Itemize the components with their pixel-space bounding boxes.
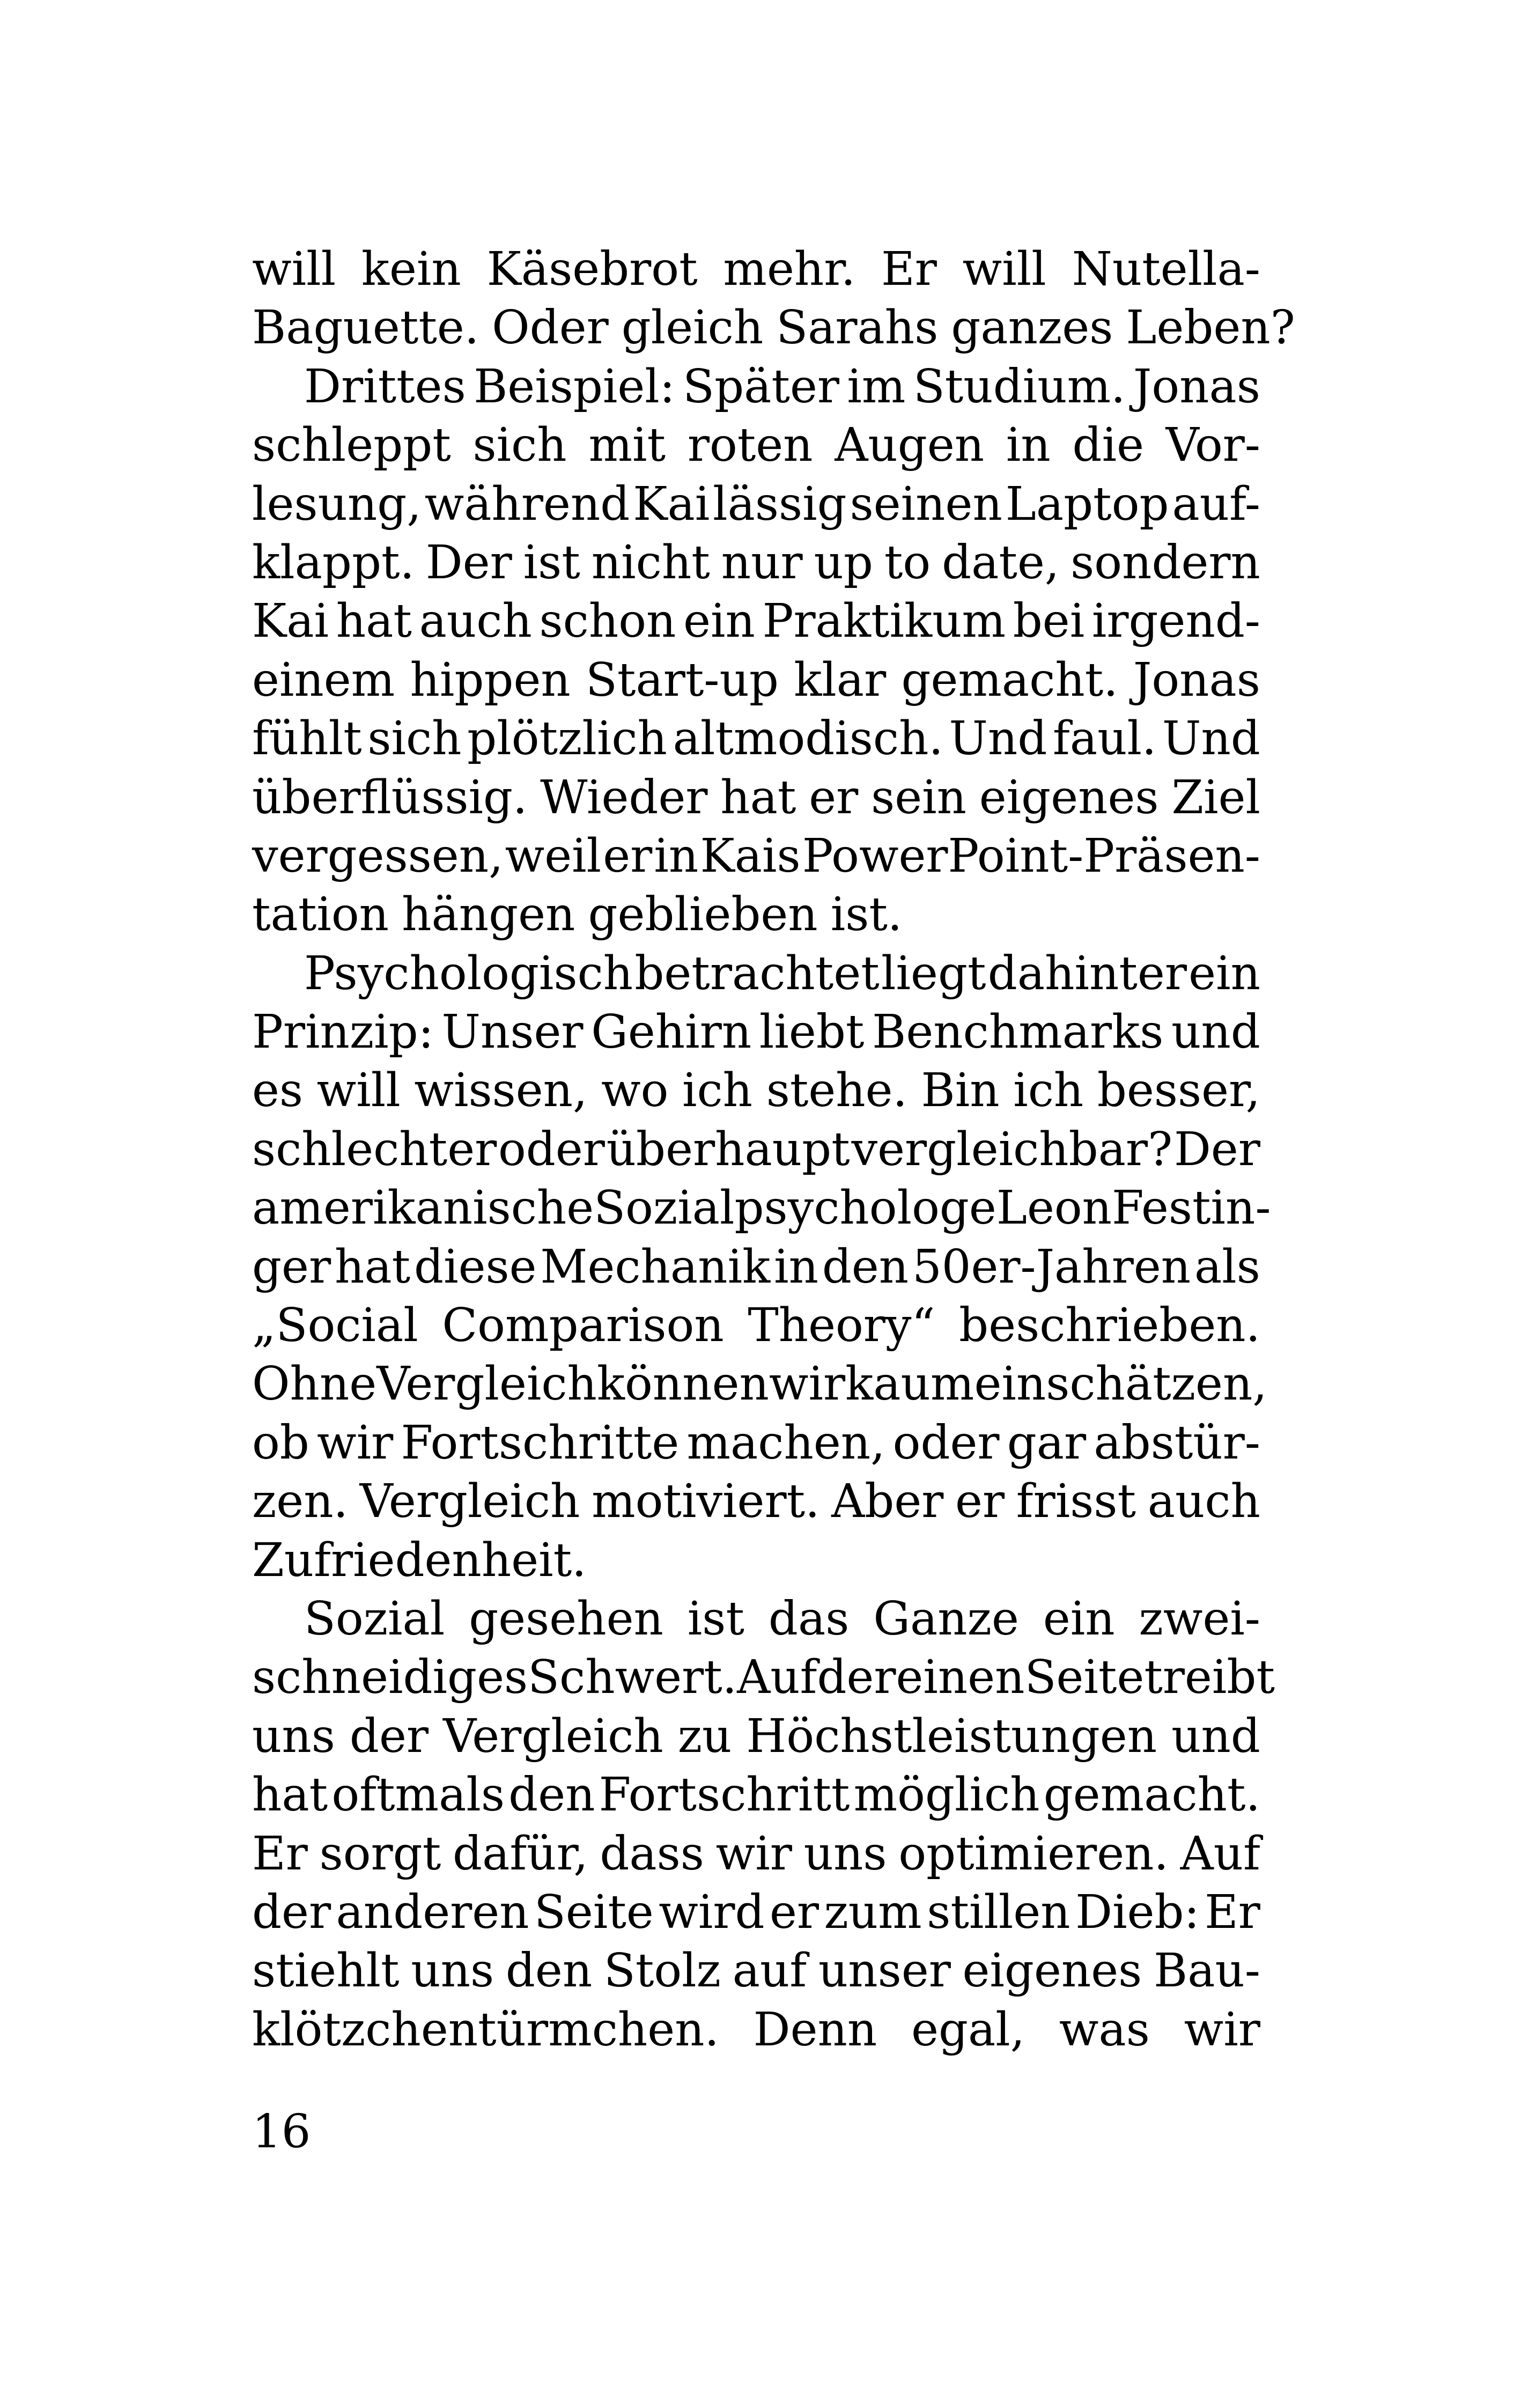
word: egal,	[911, 2002, 1025, 2057]
word: ich	[682, 1064, 753, 1118]
text-line	[252, 1531, 1260, 1590]
word: auch	[419, 594, 532, 649]
word: fühlt	[252, 712, 362, 766]
word: möglich	[853, 1768, 1040, 1822]
word: hängen	[402, 888, 575, 942]
word: vergleichbar?	[851, 1122, 1173, 1176]
word: kaum	[845, 1357, 974, 1411]
word: wir	[1184, 2002, 1260, 2057]
word: er	[809, 770, 859, 824]
word: klötzchentürmchen.	[252, 2002, 719, 2057]
word: oder	[892, 1416, 1000, 1470]
word: der	[349, 1709, 429, 1763]
word: ein	[1043, 1592, 1115, 1646]
word: faul.	[1053, 712, 1157, 766]
text-line	[252, 1121, 1260, 1179]
word: Kai	[252, 594, 329, 649]
word: Studium.	[913, 359, 1126, 414]
page-number: 16	[252, 2105, 311, 2159]
word: sondern	[1070, 535, 1260, 590]
word: Dieb:	[1075, 1885, 1200, 1939]
word: Und	[949, 712, 1047, 766]
word: hat	[334, 1240, 411, 1294]
word: ganzes	[951, 301, 1113, 355]
text-line	[252, 769, 1260, 827]
word: der	[252, 1885, 331, 1939]
word: unser	[818, 1944, 951, 1998]
word: Leon	[996, 1181, 1112, 1235]
word: beschrieben.	[959, 1299, 1260, 1353]
word: seinen	[850, 477, 1002, 531]
word: Er	[1205, 1885, 1260, 1939]
word: können	[596, 1357, 769, 1411]
word: Aber	[831, 1475, 944, 1529]
text-line	[252, 1590, 1260, 1648]
word: Ziel	[1171, 770, 1260, 824]
word: vergessen,	[252, 829, 504, 883]
text-line	[252, 534, 1260, 592]
word: 50er-Jahren	[912, 1240, 1191, 1294]
word: uns	[803, 1827, 887, 1881]
word: dass	[600, 1827, 704, 1881]
word: das	[768, 1592, 850, 1646]
word: Baguette.	[252, 301, 479, 355]
word: liegt	[881, 946, 986, 1000]
word: irgend-	[1091, 594, 1260, 649]
word: Leben?	[1126, 301, 1295, 355]
word: plötzlich	[467, 712, 667, 766]
word: besser,	[1097, 1064, 1260, 1118]
word: Start-up	[586, 653, 779, 707]
word: zum	[824, 1885, 922, 1939]
word: Seite	[534, 1885, 654, 1939]
word: Ganze	[873, 1592, 1019, 1646]
word: stehe.	[766, 1064, 907, 1118]
word: nicht	[591, 535, 710, 590]
word: amerikanische	[252, 1181, 594, 1235]
word: während	[424, 477, 630, 531]
word: sich	[472, 418, 567, 473]
text-line	[252, 475, 1260, 534]
word: ist	[523, 535, 580, 590]
word: geblieben	[588, 888, 818, 942]
text-line	[252, 651, 1260, 710]
word: Der	[425, 535, 512, 590]
text-line	[252, 358, 1260, 416]
word: Vergleich	[359, 1475, 580, 1529]
word: Später	[683, 359, 839, 414]
word: lässig	[713, 477, 847, 531]
word: Kais	[700, 829, 801, 883]
word: Und	[1162, 712, 1260, 766]
word: Psychologisch	[304, 946, 633, 1000]
text-line	[252, 827, 1260, 886]
text-line	[252, 1472, 1260, 1531]
word: Prinzip:	[252, 1005, 434, 1059]
text-line	[252, 1883, 1260, 1942]
word: wo	[601, 1064, 669, 1118]
word: und	[1171, 1005, 1260, 1059]
word: oder	[498, 1122, 605, 1176]
word: Zufriedenheit.	[252, 1533, 587, 1587]
word: hat	[720, 770, 796, 824]
word: gesehen	[469, 1592, 663, 1646]
word: und	[1171, 1709, 1260, 1763]
word: Sozial	[304, 1592, 445, 1646]
word: Vor-	[1165, 418, 1260, 473]
text-line	[252, 945, 1260, 1003]
word: Oder	[492, 301, 609, 355]
word: Er	[881, 242, 937, 296]
word: auch	[1147, 1475, 1260, 1529]
word: ein	[1188, 946, 1260, 1000]
word: roten	[687, 418, 813, 473]
word: Fortschritte	[401, 1416, 680, 1470]
word: Wieder	[540, 770, 708, 824]
text-line	[252, 1942, 1260, 2000]
word: zu	[677, 1709, 732, 1763]
word: auf-	[1172, 477, 1260, 531]
word: Jonas	[1133, 653, 1260, 707]
word: Augen	[835, 418, 985, 473]
text-line	[252, 1766, 1260, 1824]
text-line	[252, 1297, 1260, 1355]
word: schneidiges	[252, 1651, 528, 1705]
word: sorgt	[319, 1827, 441, 1881]
text-line	[252, 710, 1260, 768]
word: will	[962, 242, 1046, 296]
word: treibt	[1144, 1651, 1275, 1705]
word: wir	[317, 1416, 394, 1470]
word: Denn	[753, 2002, 877, 2057]
word: Auf	[737, 1651, 817, 1705]
word: Mechanik	[540, 1240, 771, 1294]
body-text	[252, 240, 1295, 2059]
word: Comparison	[442, 1299, 724, 1353]
text-line	[252, 1414, 1260, 1472]
word: will	[252, 242, 336, 296]
word: Der	[1173, 1122, 1260, 1176]
word: überflüssig.	[252, 770, 528, 824]
word: ein	[683, 594, 755, 649]
text-line	[252, 1825, 1260, 1883]
word: in	[654, 829, 699, 883]
word: Bau-	[1154, 1944, 1260, 1998]
text-line	[252, 1648, 1275, 1707]
word: gar	[1007, 1416, 1087, 1470]
word: betrachtet	[634, 946, 880, 1000]
word: Benchmarks	[872, 1005, 1164, 1059]
word: dahinter	[987, 946, 1187, 1000]
word: mit	[588, 418, 666, 473]
word: machen,	[686, 1416, 885, 1470]
word: hat	[252, 1768, 328, 1822]
text-line	[252, 1062, 1260, 1120]
word: Unser	[441, 1005, 584, 1059]
text-line	[252, 1003, 1260, 1062]
word: sich	[367, 712, 462, 766]
word: den	[822, 1240, 909, 1294]
text-line	[252, 886, 1260, 944]
word: up	[814, 535, 873, 590]
word: Schwert.	[528, 1651, 737, 1705]
word: ist	[687, 1592, 744, 1646]
word: Sarahs	[776, 301, 939, 355]
word: in	[1006, 418, 1051, 473]
word: weil	[505, 829, 602, 883]
word: Bin	[921, 1064, 1000, 1118]
word: Praktikum	[762, 594, 1006, 649]
word: wir	[769, 1357, 846, 1411]
word: hippen	[410, 653, 571, 707]
word: oftmals	[331, 1768, 505, 1822]
word: eigenes	[979, 770, 1159, 824]
word: „Social	[252, 1299, 418, 1353]
word: altmodisch.	[673, 712, 943, 766]
word: er	[603, 829, 653, 883]
word: to	[884, 535, 931, 590]
word: gleich	[621, 301, 764, 355]
word: er	[955, 1475, 1005, 1529]
word: einschätzen,	[974, 1357, 1267, 1411]
word: Vergleich	[442, 1709, 663, 1763]
word: was	[1059, 2002, 1150, 2057]
word: ger	[252, 1240, 331, 1294]
word: diese	[414, 1240, 537, 1294]
word: sein	[871, 770, 966, 824]
word: uns	[411, 1944, 494, 1998]
word: den	[508, 1768, 595, 1822]
word: Auf	[1180, 1827, 1260, 1881]
word: abstür-	[1094, 1416, 1260, 1470]
word: zen.	[252, 1475, 348, 1529]
word: einen	[896, 1651, 1025, 1705]
word: Festin-	[1112, 1181, 1271, 1235]
word: nur	[721, 535, 803, 590]
word: auf	[732, 1944, 807, 1998]
word: wird	[659, 1885, 765, 1939]
word: in	[774, 1240, 818, 1294]
word: Sozialpsychologe	[594, 1181, 996, 1235]
word: date,	[942, 535, 1060, 590]
word: der	[817, 1651, 896, 1705]
word: Seite	[1024, 1651, 1145, 1705]
word: klar	[794, 653, 887, 707]
word: tation	[252, 888, 389, 942]
word: PowerPoint-Präsen-	[802, 829, 1260, 883]
word: Gehirn	[591, 1005, 752, 1059]
word: Laptop	[1005, 477, 1169, 531]
word: schleppt	[252, 418, 451, 473]
word: anderen	[336, 1885, 529, 1939]
text-line	[252, 1707, 1260, 1766]
word: Vergleich	[376, 1357, 597, 1411]
word: überhaupt	[606, 1122, 850, 1176]
word: Theory“	[748, 1299, 935, 1353]
word: Nutella-	[1072, 242, 1260, 296]
word: lesung,	[252, 477, 422, 531]
word: wissen,	[414, 1064, 588, 1118]
word: stillen	[927, 1885, 1070, 1939]
word: ich	[1013, 1064, 1084, 1118]
word: wir	[715, 1827, 792, 1881]
word: als	[1194, 1240, 1260, 1294]
word: uns	[252, 1709, 335, 1763]
word: optimieren.	[898, 1827, 1169, 1881]
word: zwei-	[1139, 1592, 1260, 1646]
word: liebt	[759, 1005, 865, 1059]
word: Beispiel:	[474, 359, 675, 414]
word: es	[252, 1064, 304, 1118]
text-line	[252, 416, 1260, 475]
word: einem	[252, 653, 395, 707]
word: Stolz	[603, 1944, 721, 1998]
text-line	[252, 592, 1260, 651]
word: Drittes	[304, 359, 466, 414]
word: frisst	[1016, 1475, 1136, 1529]
text-line	[252, 240, 1260, 299]
word: will	[316, 1064, 401, 1118]
word: kein	[361, 242, 461, 296]
word: hat	[336, 594, 412, 649]
text-line	[252, 299, 1295, 357]
word: Höchstleistungen	[746, 1709, 1157, 1763]
word: im	[847, 359, 906, 414]
word: Käsebrot	[486, 242, 698, 296]
word: Kai	[633, 477, 710, 531]
word: dafür,	[453, 1827, 588, 1881]
word: mehr.	[723, 242, 856, 296]
word: stiehlt	[252, 1944, 400, 1998]
word: ist.	[830, 888, 903, 942]
word: die	[1072, 418, 1144, 473]
word: Fortschritt	[599, 1768, 850, 1822]
text-line	[252, 1355, 1267, 1413]
word: ob	[252, 1416, 309, 1470]
word: Er	[252, 1827, 308, 1881]
word: gemacht.	[1043, 1768, 1260, 1822]
word: schlechter	[252, 1122, 497, 1176]
word: den	[505, 1944, 593, 1998]
text-line	[252, 2001, 1260, 2059]
word: gemacht.	[901, 653, 1118, 707]
word: er	[770, 1885, 819, 1939]
text-line	[252, 1179, 1271, 1238]
word: klappt.	[252, 535, 415, 590]
word: eigenes	[962, 1944, 1142, 1998]
word: Jonas	[1133, 359, 1260, 414]
word: schon	[539, 594, 676, 649]
word: motiviert.	[592, 1475, 820, 1529]
word: Ohne	[252, 1357, 377, 1411]
text-line	[252, 1238, 1260, 1297]
word: bei	[1013, 594, 1085, 649]
